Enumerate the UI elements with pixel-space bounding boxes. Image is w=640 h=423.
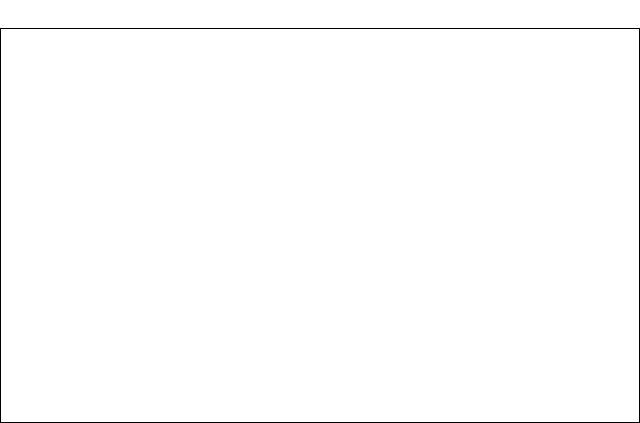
site-title xyxy=(0,0,640,28)
game-board xyxy=(0,28,640,423)
